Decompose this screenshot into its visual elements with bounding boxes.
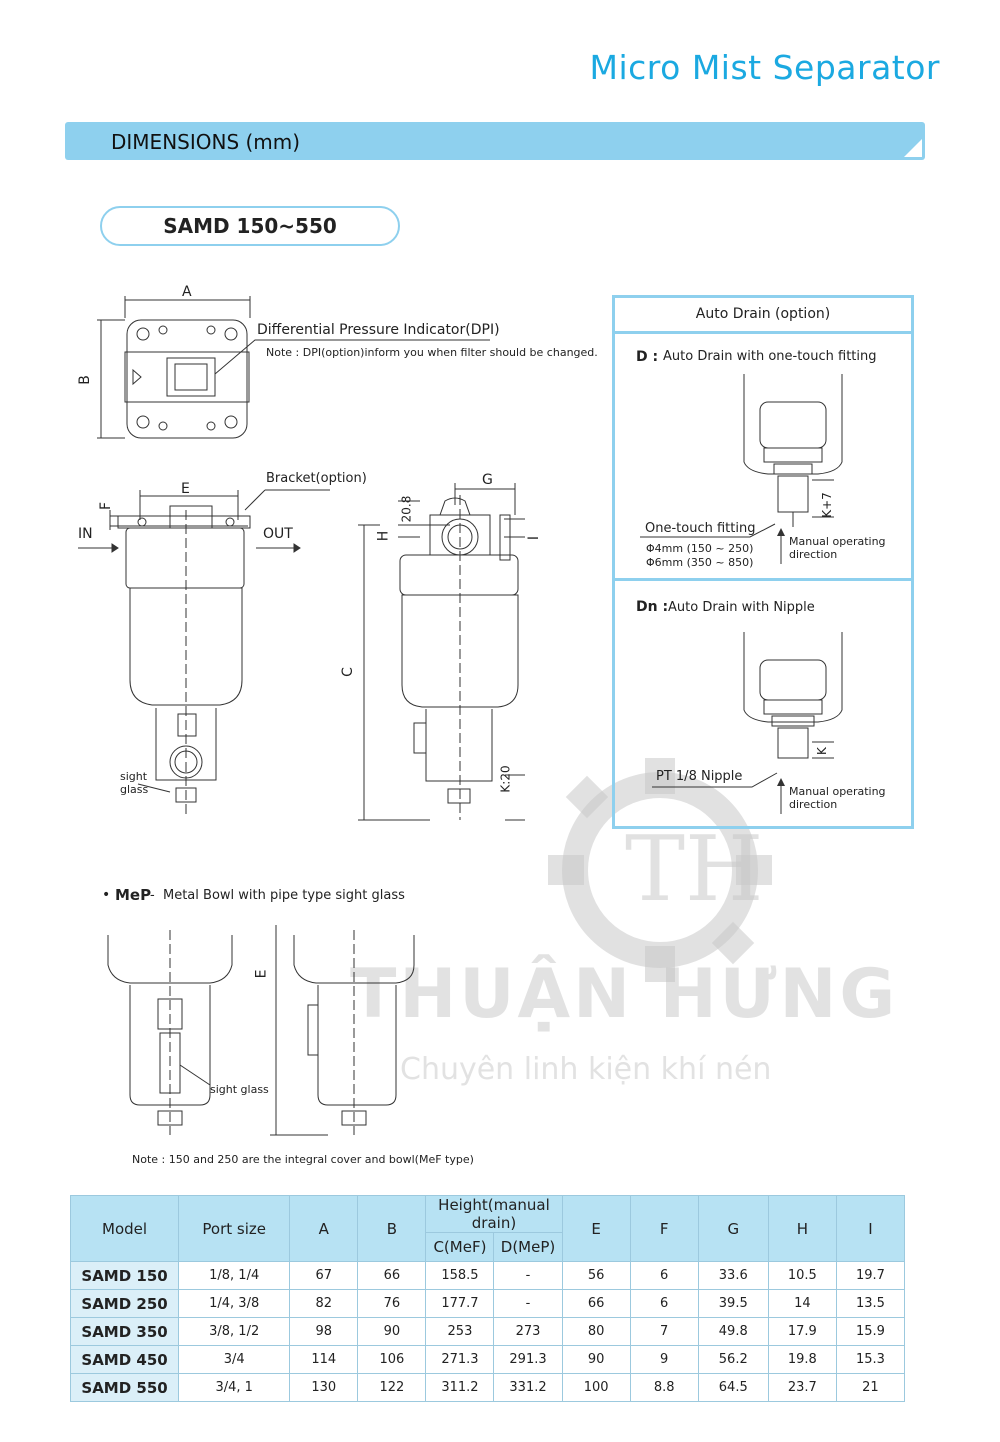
col-d-mep: D(MeP) [494, 1233, 562, 1262]
table-row [71, 1346, 905, 1374]
table-cell-model: SAMD 550 [71, 1374, 179, 1402]
table-cell: 33.6 [698, 1262, 768, 1290]
mep-bullet: • [102, 887, 111, 903]
table-cell: 7 [630, 1318, 698, 1346]
col-g: G [698, 1196, 768, 1262]
table-cell: 3/8, 1/2 [179, 1318, 290, 1346]
table-cell: 3/4 [179, 1346, 290, 1374]
page-title: Micro Mist Separator [589, 48, 940, 87]
table-cell-model: SAMD 450 [71, 1346, 179, 1374]
nipple-leader-line [652, 770, 782, 790]
table-cell: 17.9 [768, 1318, 836, 1346]
one-touch-leader-line [640, 520, 780, 540]
table-cell: 90 [358, 1318, 426, 1346]
watermark-tagline: Chuyên linh kiện khí nén [400, 1052, 772, 1087]
section-title: DIMENSIONS (mm) [111, 130, 301, 154]
banner-corner-decoration [904, 139, 922, 157]
col-height: Height(manual drain) [426, 1196, 562, 1233]
table-cell: 311.2 [426, 1374, 494, 1402]
bracket-label: Bracket(option) [266, 471, 367, 486]
col-e: E [562, 1196, 630, 1262]
mep-front-drawing [100, 925, 250, 1145]
dimensions-table-body [71, 1262, 905, 1402]
table-cell-model: SAMD 150 [71, 1262, 179, 1290]
table-cell: 130 [290, 1374, 358, 1402]
table-cell-model: SAMD 250 [71, 1290, 179, 1318]
table-cell: 177.7 [426, 1290, 494, 1318]
table-cell: 76 [358, 1290, 426, 1318]
table-cell: 106 [358, 1346, 426, 1374]
col-model: Model [71, 1196, 179, 1262]
table-cell: 9 [630, 1346, 698, 1374]
dim-e-label: E [181, 481, 190, 497]
table-cell: 1/8, 1/4 [179, 1262, 290, 1290]
table-cell: 67 [290, 1262, 358, 1290]
table-cell: - [494, 1290, 562, 1318]
table-cell: - [494, 1262, 562, 1290]
table-cell: 158.5 [426, 1262, 494, 1290]
mep-desc: Metal Bowl with pipe type sight glass [163, 888, 405, 903]
mep-dim-e-label: E [253, 969, 270, 979]
nipple-label: PT 1/8 Nipple [656, 769, 743, 784]
mep-code: MeP [115, 886, 152, 904]
table-cell: 10.5 [768, 1262, 836, 1290]
table-cell: 114 [290, 1346, 358, 1374]
manual-arrow-1 [776, 528, 786, 564]
d-option-desc: Auto Drain with one-touch fitting [663, 349, 877, 364]
col-b: B [358, 1196, 426, 1262]
table-cell: 122 [358, 1374, 426, 1402]
table-cell: 90 [562, 1346, 630, 1374]
table-cell: 66 [562, 1290, 630, 1318]
dim-k20-label: K:20 [498, 765, 513, 793]
dimensions-table [70, 1195, 905, 1402]
out-port-label: OUT [263, 526, 293, 542]
table-cell: 21 [836, 1374, 904, 1402]
col-f: F [630, 1196, 698, 1262]
dim-h-label: H [375, 530, 392, 542]
dim-20-8-label: 20.8 [399, 495, 414, 523]
watermark-logo-letters: TH [625, 817, 764, 922]
dn-option-code: Dn : [636, 599, 669, 615]
table-row [71, 1374, 905, 1402]
dim-i-label: I [526, 535, 543, 541]
col-h: H [768, 1196, 836, 1262]
table-cell: 64.5 [698, 1374, 768, 1402]
table-cell: 331.2 [494, 1374, 562, 1402]
section-banner [65, 122, 925, 160]
dpi-note: Note : DPI(option)inform you when filter should be changed. [266, 346, 598, 359]
dim-k-label: K [814, 747, 829, 755]
table-cell: 291.3 [494, 1346, 562, 1374]
table-cell-model: SAMD 350 [71, 1318, 179, 1346]
table-cell: 66 [358, 1262, 426, 1290]
manual-arrow-2 [776, 778, 786, 814]
table-cell: 273 [494, 1318, 562, 1346]
dim-c-label: C [339, 667, 356, 677]
table-cell: 19.7 [836, 1262, 904, 1290]
one-touch-fitting-label: One-touch fitting [645, 521, 756, 536]
table-cell: 39.5 [698, 1290, 768, 1318]
mep-dash: - [150, 888, 155, 903]
dn-option-desc: Auto Drain with Nipple [668, 600, 815, 615]
in-port-label: IN [78, 526, 93, 542]
manual-direction-label-1: Manual operating direction [789, 535, 886, 561]
col-a: A [290, 1196, 358, 1262]
mep-side-drawing [268, 925, 418, 1145]
table-cell: 14 [768, 1290, 836, 1318]
table-cell: 49.8 [698, 1318, 768, 1346]
mep-sight-glass-label: sight glass [210, 1083, 269, 1096]
table-cell: 13.5 [836, 1290, 904, 1318]
auto-drain-dn-drawing [738, 630, 848, 780]
dpi-title: Differential Pressure Indicator(DPI) [257, 322, 500, 338]
table-cell: 271.3 [426, 1346, 494, 1374]
manual-direction-label-2: Manual operating direction [789, 785, 886, 811]
table-cell: 253 [426, 1318, 494, 1346]
table-cell: 82 [290, 1290, 358, 1318]
table-row [71, 1262, 905, 1290]
side-view-drawing [350, 475, 550, 825]
d-option-code: D : [636, 349, 659, 365]
table-row [71, 1290, 905, 1318]
dim-a-label: A [182, 284, 192, 300]
table-cell: 15.3 [836, 1346, 904, 1374]
table-cell: 3/4, 1 [179, 1374, 290, 1402]
dim-g-label: G [482, 472, 493, 488]
auto-drain-divider [615, 578, 911, 581]
table-cell: 56.2 [698, 1346, 768, 1374]
phi6-label: Φ6mm (350 ~ 850) [646, 556, 754, 569]
phi4-label: Φ4mm (150 ~ 250) [646, 542, 754, 555]
table-cell: 15.9 [836, 1318, 904, 1346]
front-view-drawing [70, 470, 330, 830]
table-cell: 8.8 [630, 1374, 698, 1402]
table-cell: 100 [562, 1374, 630, 1402]
table-cell: 80 [562, 1318, 630, 1346]
auto-drain-title: Auto Drain (option) [615, 298, 911, 334]
table-cell: 98 [290, 1318, 358, 1346]
mep-note: Note : 150 and 250 are the integral cover and bowl(MeF type) [132, 1153, 474, 1166]
table-cell: 1/4, 3/8 [179, 1290, 290, 1318]
table-cell: 6 [630, 1262, 698, 1290]
dim-k7-label: K+7 [819, 492, 834, 518]
table-cell: 56 [562, 1262, 630, 1290]
dim-b-label: B [76, 375, 93, 385]
table-cell: 19.8 [768, 1346, 836, 1374]
dim-f-label: F [98, 501, 115, 511]
col-port-size: Port size [179, 1196, 290, 1262]
watermark-brand: THUẬN HƯNG [350, 955, 899, 1034]
col-i: I [836, 1196, 904, 1262]
table-cell: 6 [630, 1290, 698, 1318]
col-c-mef: C(MeF) [426, 1233, 494, 1262]
table-row [71, 1318, 905, 1346]
model-range-label: SAMD 150~550 [100, 206, 400, 246]
sight-glass-label: sight glass [120, 770, 149, 796]
table-cell: 23.7 [768, 1374, 836, 1402]
